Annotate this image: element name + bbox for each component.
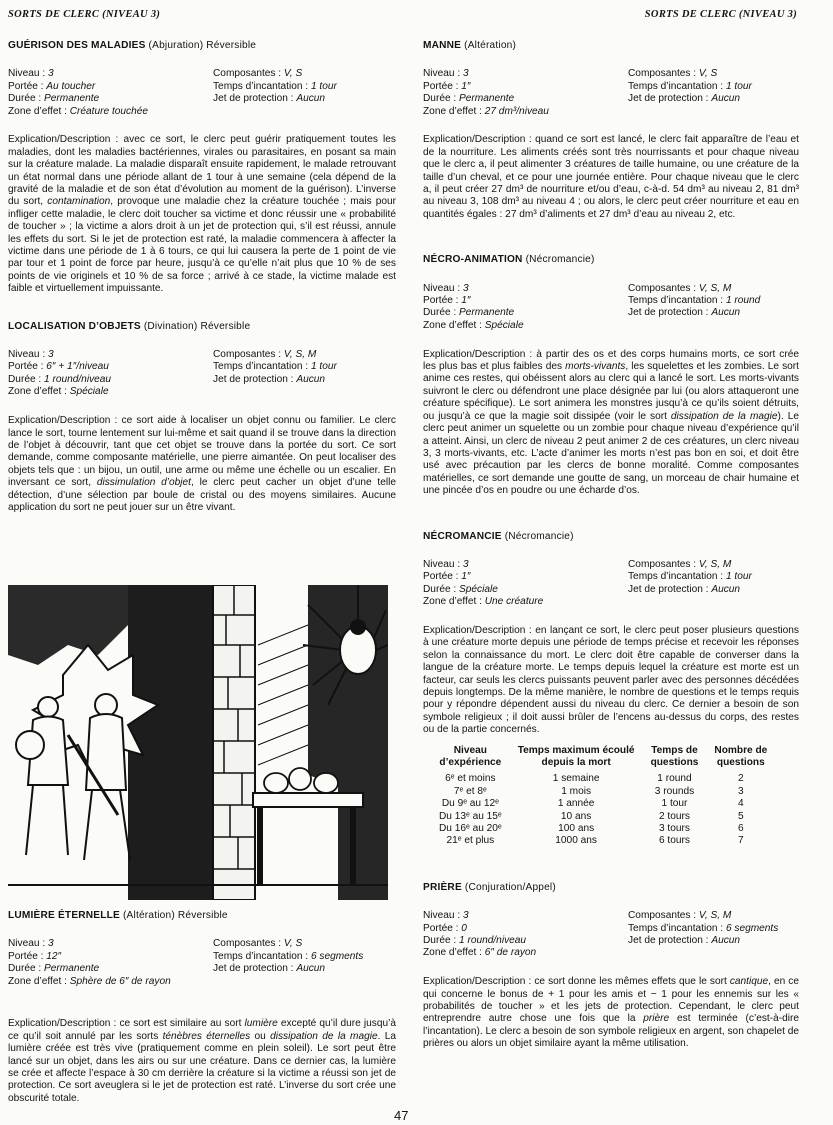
table-cell: 2 [738, 773, 744, 785]
table-cell: 2 tours [658, 810, 690, 822]
table-cell: Du 16ᵉ au 20ᵉ [439, 823, 502, 835]
table-cell: 7 [738, 835, 744, 847]
table-cell: 10 ans [560, 810, 592, 822]
spell-title: NÉCRO-ANIMATION (Nécromancie) [423, 254, 595, 266]
dungeon-illustration [8, 585, 388, 900]
spell-guerison-des-maladies [8, 40, 396, 296]
spell-stats: Niveau : 3 Portée : 1″ Durée : Permanente Zone d’effet : 27 dm³/niveau Composantes : V, S Temps d’incantation : 1 tour Jet de protection : Aucun [423, 68, 752, 117]
spell-description: Explication/Description : avec ce sort, le clerc peut guérir pratiquement toutes les maladies, dont les maladies bactériennes, virales ou parasitaires, en posant sa main sur la créature malade. La maladie disparaît ensuite rapidement, le malade retrouvant un état normal dans une période allant de 1 tour à une semaine (cela dépend de la gravité de la maladie et de son état d’évolution au moment de la guérison). L’inverse du sort, contamination, provoque une maladie chez la créature touchée ; mais pour infliger cette maladie, le clerc doit toucher sa victime et donc réussir une « probabilité de toucher » ; la victime a alors droit à un jet de protection qui, s’il est réussi, annule les effets du sort. Si le jet de protection est raté, la maladie commencera à affecter la victime dans une période de 1 à 6 tours, ce qui lui causera la perte de 1 point de vie par tour et 1 point de force par heure, jusqu’à ce qu’elle n’ait plus que 10 % de ses points de vie originels et 10 % de sa force ; arrivé à ce stade, la victime malade est faible et virtuellement impuissante. [8, 134, 396, 295]
table-cell: Du 9ᵉ au 12ᵉ [441, 798, 499, 810]
left-column [8, 40, 396, 514]
table-cell: 7ᵉ et 8ᵉ [453, 785, 487, 797]
table-row [431, 786, 775, 798]
necromancie-table [431, 745, 775, 848]
table-row [431, 798, 775, 810]
spell-description: Explication/Description : quand ce sort est lancé, le clerc fait apparaître de l’eau et de la nourriture. Les aliments créés sont très nourrissants et pour chaque niveau que le clerc a, il peut alimenter 3 créatures de taille humaine, ou une créature de la taille d’un cheval, et ce pour une journée entière. Pour chaque niveau que le clerc a, il peut créer 27 dm³ de nourriture et/ou d’eau, c-à-d. 54 dm³ au niveau 2, 81 dm³ au niveau 3, 108 dm³ au niveau 4 ; ou alors, le clerc peut créer nourriture et eau en quantités égales : 27 dm³ d’aliments et 27 dm³ d’eau au niveau 2, etc. [423, 134, 799, 220]
table-cell: 5 [738, 810, 744, 822]
left-column-bottom [8, 910, 396, 1105]
spell-title: LOCALISATION D’OBJETS (Divination) Réversible [8, 320, 251, 332]
spell-title: LUMIÈRE ÉTERNELLE (Altération) Réversible [8, 910, 228, 921]
spell-title: PRIÈRE (Conjuration/Appel) [423, 881, 556, 893]
spell-stats: Niveau : 3 Portée : 0 Durée : 1 round/niveau Zone d’effet : 6″ de rayon Composantes : V, S, M Temps d’incantation : 6 segments Jet de protection : Aucun [423, 910, 779, 959]
spell-priere [423, 882, 799, 1051]
table-cell: 3 tours [658, 823, 690, 835]
spell-description: Explication/Description : ce sort donne les mêmes effets que le sort cantique, en ce qui concerne le bonus de + 1 pour les amis et − 1 pour les ennemis sur les « probabilités de toucher » et les jets de protection. Cependant, le clerc peut entreprendre autre chose une fois que la prière est terminée (c’est-à-dire l’incantation). Le clerc a besoin de son symbole religieux en argent, son chapelet de prières ou alors un objet similaire ayant la même utilisation. [423, 976, 799, 1050]
spell-stats: Niveau : 3 Portée : Au toucher Durée : Permanente Zone d’effet : Créature touchée Composantes : V, S Temps d’incantation : 1 tour Jet de protection : Aucun [8, 68, 337, 117]
spell-title: NÉCROMANCIE (Nécromancie) [423, 530, 574, 542]
illustration-drawing [8, 585, 388, 900]
spell-description: Explication/Description : à partir des os et des corps humains morts, ce sort crée les plus bas et plus faibles des morts-vivants, les squelettes et les zombies. Le sort anime ces restes, qui obéissent alors au clerc qui a lancé le sort. Les morts-vivants suivront le clerc ou défendront une place désignée par lui (ou alors attaqueront une créature spécifique). Le sort animera les monstres jusqu’à ce qu’ils soient détruits, ou jusqu’à ce que la magie soit dissipée (voir le sort dissipation de la magie). Le clerc peut animer un squelette ou un zombie pour chaque niveau d’expérience qu’il a atteint. Ainsi, un clerc de niveau 2 peut animer 2 de ces créatures, un clerc niveau 3, 3 morts-vivants, etc. L’acte d’animer les morts n’est pas bon en soi, et doit être usé avec précaution par les clercs de bonne moralité. Comme composantes matérielles, ce sort demande une goutte de sang, un morceau de chair humaine et une pincée d’os en poudre ou une écharde d’os. [423, 348, 799, 497]
table-cell: 3 rounds [654, 785, 695, 797]
running-header-left: SORTS DE CLERC (NIVEAU 3) [8, 9, 161, 20]
table-cell: 1 tour [661, 798, 688, 810]
col-header-niveau: Niveau d’expérience [439, 744, 502, 768]
table-header-row [431, 745, 775, 774]
table-cell: 1000 ans [555, 835, 597, 847]
spell-necromancie [423, 531, 799, 848]
spell-localisation-d-objets [8, 321, 396, 515]
spell-description: Explication/Description : en lançant ce sort, le clerc peut poser plusieurs questions à une créature morte depuis une période de temps précise et recevoir les réponses selon la connaissance du mort. Le clerc doit être capable de converser dans la langue de la créature morte. Le temps depuis lequel la créature est morte est un facteur, car seuls les clercs puissants peuvent parler avec des personnes décédées depuis longtemps. De la même manière, le nombre de questions et le temps requis pour y répondre dépendent aussi du niveau du clerc. Ce dernier a besoin de son symbole religieux ; il doit aussi brûler de l’encens au-dessus du corps, des restes ou de la partie concernés. [423, 624, 799, 736]
spell-title: GUÉRISON DES MALADIES (Abjuration) Réversible [8, 40, 257, 51]
spell-stats: Niveau : 3 Portée : 6″ + 1″/niveau Durée : 1 round/niveau Zone d’effet : Spéciale Composantes : V, S, M Temps d’incantation : 1 tour Jet de protection : Aucun [8, 349, 337, 398]
spell-description: Explication/Description : ce sort est similaire au sort lumière excepté qu’il dure jusqu’à ce qu’il soit annulé par les sorts ténèbres éternelles ou dissipation de la magie. La lumière créée est très vive (pratiquement comme en plein soleil). Le sort peut être lancé sur un objet, dans les airs ou sur une créature. Dans ce dernier cas, la lumière se crée et affecte l’espace à 30 cm derrière la créature si la victime a réussi son jet de protection. Ce sort aveuglera si le jet de protection est raté. L’inverse du sort crée une obscurité totale. [8, 1018, 396, 1104]
table-row [431, 835, 775, 847]
col-header-nombre-questions: Nombre de questions [714, 744, 768, 768]
spell-title: MANNE (Altération) [423, 40, 517, 51]
table-cell: 100 ans [558, 823, 595, 835]
running-header-right: SORTS DE CLERC (NIVEAU 3) [644, 9, 797, 20]
table-cell: 4 [738, 798, 744, 810]
spell-necro-animation [423, 254, 799, 497]
spell-stats: Niveau : 3 Portée : 1″ Durée : Permanente Zone d’effet : Spéciale Composantes : V, S, M Temps d’incantation : 1 round Jet de protection : Aucun [423, 282, 761, 331]
table-cell: 3 [738, 785, 744, 797]
col-header-temps-max: Temps maximum écoulé depuis la mort [517, 744, 635, 768]
spell-stats: Niveau : 3 Portée : 12″ Durée : Permanente Zone d’effet : Sphère de 6″ de rayon Composantes : V, S Temps d’incantation : 6 segments Jet de protection : Aucun [8, 938, 364, 987]
table-row [431, 823, 775, 835]
right-column [423, 40, 799, 1051]
table-cell: Du 13ᵉ au 15ᵉ [439, 810, 502, 822]
col-header-temps-questions: Temps de questions [650, 744, 699, 768]
spell-lumiere-eternelle [8, 910, 396, 1105]
table-cell: 1 round [657, 773, 692, 785]
table-cell: 1 année [557, 798, 595, 810]
table-cell: 21ᵉ et plus [446, 835, 495, 847]
table-row [431, 811, 775, 823]
table-cell: 1 mois [561, 785, 592, 797]
page-number: 47 [394, 1108, 409, 1123]
spell-description: Explication/Description : ce sort aide à localiser un objet connu ou familier. Le clerc lance le sort, tourne lentement sur lui-même et sait quand il se trouve dans la direction de l’objet à découvrir, tant que cet objet se trouve dans la portée du sort. Ce sort demande, comme composante matérielle, une pierre aimantée. On peut localiser des objets tels que : un bijou, un outil, une arme ou même une échelle ou un escalier. En inversant ce sort, dissimulation d’objet, le clerc peut cacher un objet d’une telle détection, d’une sélection par boule de cristal ou des moyens similaires. Aucune application du sort ne peut jouer sur un être vivant. [8, 415, 396, 513]
table-cell: 6ᵉ et moins [445, 773, 496, 785]
table-cell: 6 tours [658, 835, 690, 847]
table-cell: 1 semaine [552, 773, 600, 785]
table-row [431, 773, 775, 785]
table-cell: 6 [738, 823, 744, 835]
spell-manne [423, 40, 799, 221]
spell-stats: Niveau : 3 Portée : 1″ Durée : Spéciale Zone d’effet : Une créature Composantes : V, S, M Temps d’incantation : 1 tour Jet de protection : Aucun [423, 558, 752, 608]
